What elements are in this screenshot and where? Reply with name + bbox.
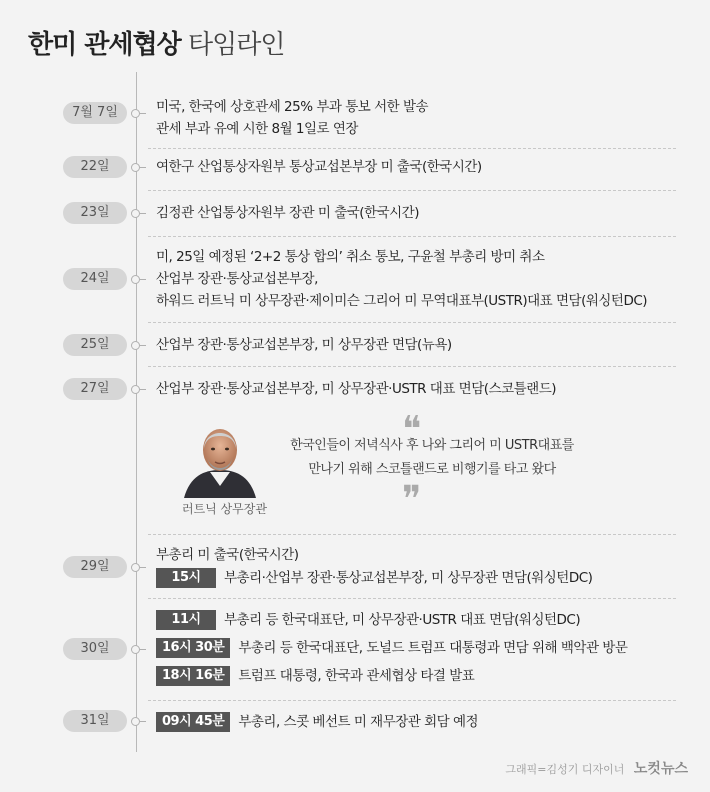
entry-text: 여한구 산업통상자원부 통상교섭본부장 미 출국(한국시간) [156, 159, 482, 175]
timeline-node [131, 275, 140, 284]
date-pill: 25일 [63, 334, 127, 356]
quote-block [150, 409, 690, 522]
date-pill: 30일 [63, 638, 127, 660]
separator [148, 236, 676, 237]
quote-text [282, 434, 582, 482]
date-pill: 31일 [63, 710, 127, 732]
separator [148, 366, 676, 367]
entry-text: 부총리, 스콧 베선트 미 재무장관 회담 예정 [238, 714, 479, 730]
entry-text: 미국, 한국에 상호관세 25% 부과 통보 서한 발송 [156, 99, 429, 115]
separator [148, 598, 676, 599]
quote-line: 한국인들이 저녁식사 후 나와 그리어 미 USTR대표를 [290, 438, 574, 453]
entry-text: 김정관 산업통상자원부 장관 미 출국(한국시간) [156, 205, 419, 221]
timeline-node [131, 109, 140, 118]
entry-text: 트럼프 대통령, 한국과 관세협상 타결 발표 [238, 668, 475, 684]
time-badge: 15시 [156, 568, 216, 588]
credit-text: 그래픽=김성기 디자이너 [505, 763, 625, 776]
entry-text: 미, 25일 예정된 ‘2+2 통상 합의’ 취소 통보, 구윤철 부총리 방미 취소 [156, 249, 545, 265]
date-pill: 29일 [63, 556, 127, 578]
timed-event [156, 566, 592, 590]
separator [148, 148, 676, 149]
time-badge: 16시 30분 [156, 638, 230, 658]
brand-logo: 노컷뉴스 [633, 761, 688, 777]
timeline-node [131, 209, 140, 218]
open-quote-icon: ❝ [402, 409, 422, 450]
timeline-node [131, 385, 140, 394]
separator [148, 190, 676, 191]
time-badge: 09시 45분 [156, 712, 230, 732]
timeline-node [131, 563, 140, 572]
timeline-node [131, 645, 140, 654]
entry-text: 하워드 러트닉 미 상무장관·제이미슨 그리어 미 무역대표부(USTR)대표 면담(워싱턴DC) [156, 293, 648, 309]
date-pill: 24일 [63, 268, 127, 290]
quote-line: 만나기 위해 스코틀랜드로 비행기를 타고 왔다 [308, 462, 556, 477]
timed-event [156, 664, 627, 688]
time-badge: 18시 16분 [156, 666, 230, 686]
date-pill: 23일 [63, 202, 127, 224]
entry-text: 관세 부과 유예 시한 8월 1일로 연장 [156, 121, 358, 137]
date-pill: 27일 [63, 378, 127, 400]
entry-text: 산업부 장관·통상교섭본부장, 미 상무장관·USTR 대표 면담(스코틀랜드) [156, 381, 557, 397]
entry-text: 부총리 미 출국(한국시간) [156, 547, 299, 563]
lutnick-portrait-icon [180, 418, 260, 498]
entry-text: 부총리 등 한국대표단, 도널드 트럼프 대통령과 면담 위해 백악관 방문 [238, 640, 628, 656]
page-title [28, 24, 284, 61]
timeline-node [131, 163, 140, 172]
entry-text: 부총리 등 한국대표단, 미 상무장관·USTR 대표 면담(워싱턴DC) [224, 612, 581, 628]
time-badge: 11시 [156, 610, 216, 630]
timeline-node [131, 341, 140, 350]
timed-event [156, 608, 627, 632]
date-pill: 22일 [63, 156, 127, 178]
credit [505, 758, 688, 778]
title-main: 한미 관세협상 [28, 30, 181, 60]
entry-text: 부총리·산업부 장관·통상교섭본부장, 미 상무장관 면담(워싱턴DC) [224, 570, 593, 586]
date-pill: 7월 7일 [63, 102, 127, 124]
separator [148, 534, 676, 535]
separator [148, 322, 676, 323]
entry-text: 산업부 장관·통상교섭본부장, [156, 271, 318, 287]
entry-text: 산업부 장관·통상교섭본부장, 미 상무장관 면담(뉴욕) [156, 337, 452, 353]
timed-event [156, 710, 478, 734]
timeline-node [131, 717, 140, 726]
timed-event [156, 636, 627, 660]
title-sub: 타임라인 [188, 30, 285, 60]
portrait-caption: 러트닉 상무장관 [182, 502, 267, 516]
close-quote-icon: ❞ [402, 479, 422, 520]
separator [148, 700, 676, 701]
